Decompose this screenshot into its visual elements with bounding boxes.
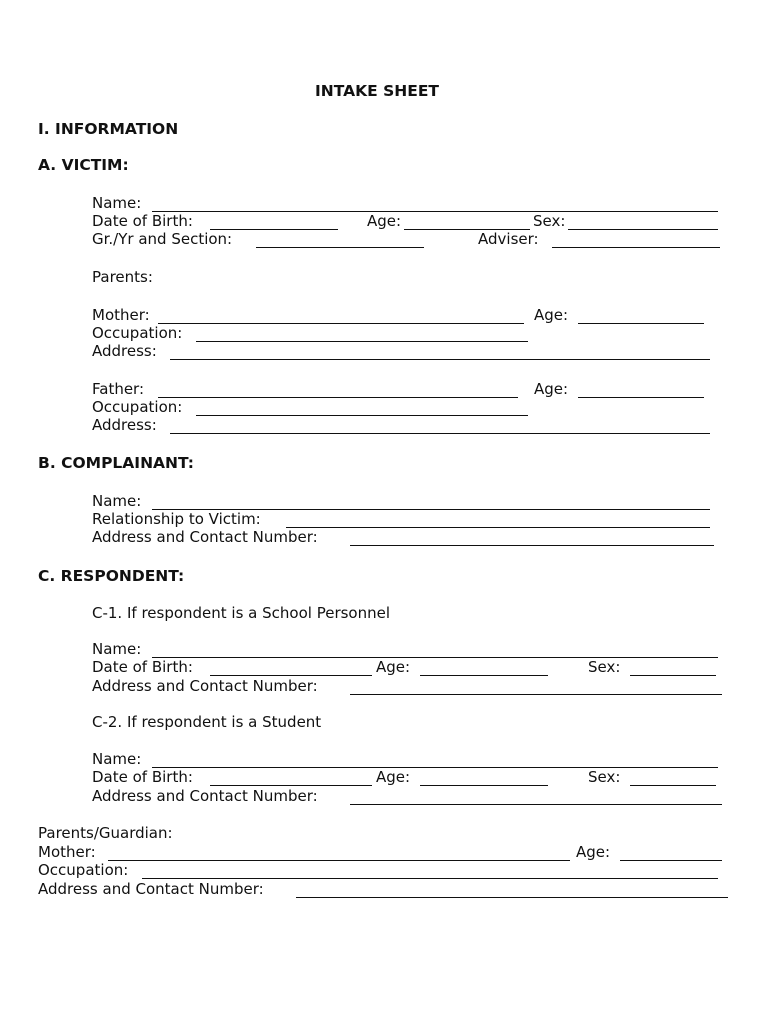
student-name-field[interactable] [152, 767, 718, 768]
victim-adviser-field[interactable] [552, 247, 720, 248]
personnel-sex-label: Sex: [588, 658, 621, 676]
student-dob-field[interactable] [210, 785, 372, 786]
student-age-label: Age: [376, 768, 411, 786]
personnel-dob-label: Date of Birth: [92, 658, 193, 676]
mother-address-label: Address: [92, 342, 157, 360]
mother-age-label: Age: [534, 306, 569, 324]
victim-sex-field[interactable] [568, 229, 718, 230]
victim-heading: A. VICTIM: [38, 156, 129, 174]
father-age-field[interactable] [578, 397, 704, 398]
personnel-sex-field[interactable] [630, 675, 716, 676]
complainant-heading: B. COMPLAINANT: [38, 454, 194, 472]
respondent-heading: C. RESPONDENT: [38, 567, 185, 585]
father-age-label: Age: [534, 380, 569, 398]
mother-label: Mother: [92, 306, 150, 324]
student-sex-label: Sex: [588, 768, 621, 786]
respondent-student-heading: C-2. If respondent is a Student [92, 713, 322, 731]
personnel-name-label: Name: [92, 640, 142, 658]
father-address-label: Address: [92, 416, 157, 434]
complainant-relationship-label: Relationship to Victim: [92, 510, 261, 528]
victim-name-label: Name: [92, 194, 142, 212]
father-label: Father: [92, 380, 145, 398]
personnel-address-label: Address and Contact Number: [92, 677, 318, 695]
student-address-field[interactable] [350, 804, 722, 805]
page-title: INTAKE SHEET [315, 82, 439, 100]
mother-occupation-label: Occupation: [92, 324, 183, 342]
student-dob-label: Date of Birth: [92, 768, 193, 786]
complainant-name-label: Name: [92, 492, 142, 510]
victim-age-label: Age: [367, 212, 402, 230]
mother-name-field[interactable] [158, 323, 524, 324]
guardian-address-label: Address and Contact Number: [38, 880, 264, 898]
mother-occupation-field[interactable] [196, 341, 528, 342]
father-address-field[interactable] [170, 433, 710, 434]
student-age-field[interactable] [420, 785, 548, 786]
student-name-label: Name: [92, 750, 142, 768]
personnel-dob-field[interactable] [210, 675, 372, 676]
parents-label: Parents: [92, 268, 153, 286]
personnel-name-field[interactable] [152, 657, 718, 658]
personnel-age-field[interactable] [420, 675, 548, 676]
student-sex-field[interactable] [630, 785, 716, 786]
victim-dob-label: Date of Birth: [92, 212, 193, 230]
victim-sex-label: Sex: [533, 212, 566, 230]
complainant-address-field[interactable] [350, 545, 714, 546]
father-occupation-label: Occupation: [92, 398, 183, 416]
guardian-address-field[interactable] [296, 897, 728, 898]
mother-age-field[interactable] [578, 323, 704, 324]
mother-address-field[interactable] [170, 359, 710, 360]
victim-grade-field[interactable] [256, 247, 424, 248]
complainant-address-label: Address and Contact Number: [92, 528, 318, 546]
guardian-occupation-label: Occupation: [38, 861, 129, 879]
father-occupation-field[interactable] [196, 415, 528, 416]
victim-grade-label: Gr./Yr and Section: [92, 230, 233, 248]
complainant-relationship-field[interactable] [286, 527, 710, 528]
guardian-occupation-field[interactable] [142, 878, 718, 879]
guardian-age-field[interactable] [620, 860, 722, 861]
respondent-personnel-heading: C-1. If respondent is a School Personnel [92, 604, 391, 622]
student-address-label: Address and Contact Number: [92, 787, 318, 805]
father-name-field[interactable] [158, 397, 518, 398]
personnel-address-field[interactable] [350, 694, 722, 695]
personnel-age-label: Age: [376, 658, 411, 676]
guardian-age-label: Age: [576, 843, 611, 861]
section-information-heading: I. INFORMATION [38, 120, 179, 138]
victim-adviser-label: Adviser: [478, 230, 539, 248]
guardian-mother-label: Mother: [38, 843, 96, 861]
victim-name-field[interactable] [152, 211, 718, 212]
guardian-heading: Parents/Guardian: [38, 824, 173, 842]
guardian-mother-field[interactable] [108, 860, 570, 861]
